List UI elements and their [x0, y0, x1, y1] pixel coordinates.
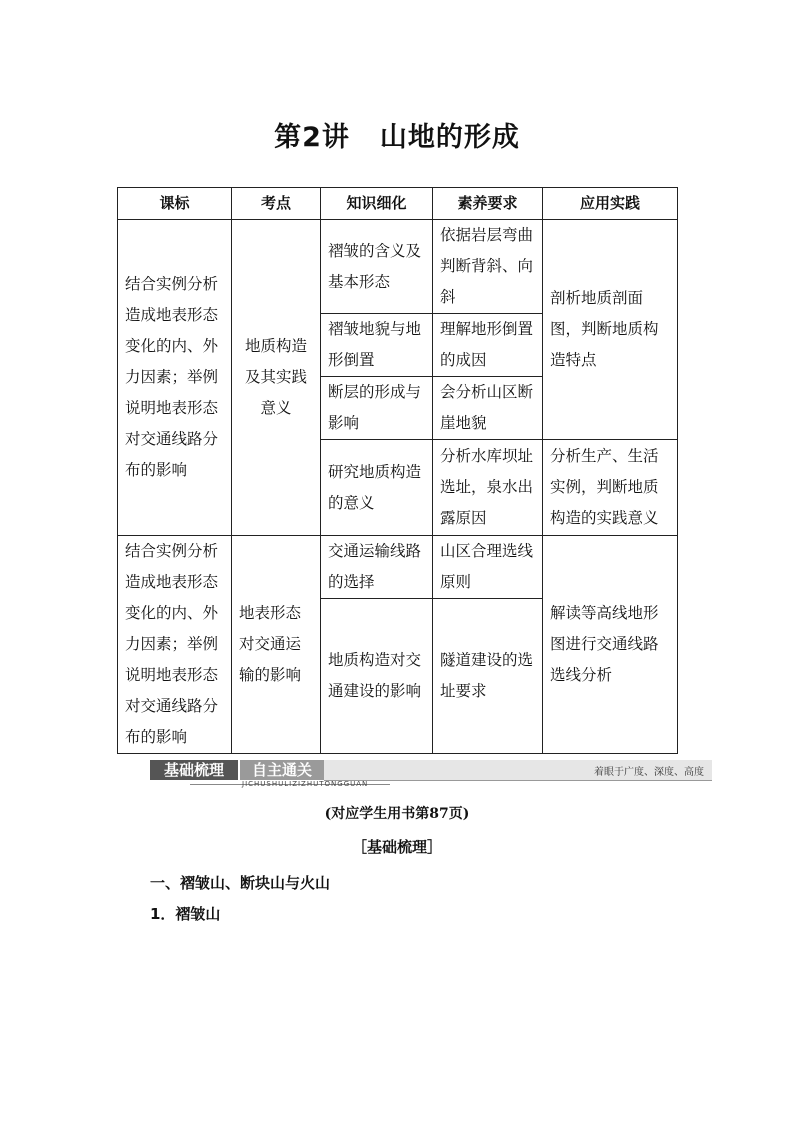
header-practice: 应用实践 — [543, 188, 678, 220]
page-title — [0, 115, 794, 154]
exam-point-cell: 地质构造及其实践意义 — [232, 220, 321, 536]
lesson-number: 第2讲 — [274, 122, 350, 153]
knowledge-cell: 褶皱地貌与地形倒置 — [321, 314, 433, 377]
header-knowledge: 知识细化 — [321, 188, 433, 220]
literacy-cell: 山区合理选线原则 — [433, 536, 543, 599]
banner-label-basic: 基础梳理 — [150, 760, 238, 780]
header-literacy: 素养要求 — [433, 188, 543, 220]
curriculum-table — [117, 187, 678, 754]
literacy-cell: 隧道建设的选址要求 — [433, 599, 543, 754]
curriculum-cell: 结合实例分析造成地表形态变化的内、外力因素；举例说明地表形态对交通线路分布的影响 — [118, 536, 232, 754]
book-reference: (对应学生用书第87页) — [324, 806, 470, 822]
literacy-cell: 依据岩层弯曲判断背斜、向斜 — [433, 220, 543, 314]
table-row — [118, 220, 678, 314]
knowledge-cell: 褶皱的含义及基本形态 — [321, 220, 433, 314]
section-banner — [150, 760, 712, 788]
table-header-row — [118, 188, 678, 220]
practice-cell: 解读等高线地形图进行交通线路选线分析 — [543, 536, 678, 754]
header-curriculum: 课标 — [118, 188, 232, 220]
knowledge-cell: 研究地质构造的意义 — [321, 440, 433, 536]
header-exam-point: 考点 — [232, 188, 321, 220]
banner-label-self: 自主通关 — [240, 760, 324, 780]
banner-pinyin: JICHUSHULIZIZHUTONGGUAN — [242, 780, 369, 788]
lesson-topic: 山地的形成 — [379, 122, 520, 153]
curriculum-cell: 结合实例分析造成地表形态变化的内、外力因素；举例说明地表形态对交通线路分布的影响 — [118, 220, 232, 536]
literacy-cell: 理解地形倒置的成因 — [433, 314, 543, 377]
practice-cell: 分析生产、生活实例，判断地质构造的实践意义 — [543, 440, 678, 536]
literacy-cell: 分析水库坝址选址，泉水出露原因 — [433, 440, 543, 536]
practice-cell: 剖析地质剖面图，判断地质构造特点 — [543, 220, 678, 440]
table-row — [118, 536, 678, 599]
banner-slogan: 着眼于广度、深度、高度 — [594, 767, 704, 778]
section-heading: 一、褶皱山、断块山与火山 — [150, 874, 331, 892]
subheading: ［基础梳理］ — [351, 838, 442, 856]
knowledge-cell: 地质构造对交通建设的影响 — [321, 599, 433, 754]
knowledge-cell: 断层的形成与影响 — [321, 377, 433, 440]
knowledge-cell: 交通运输线路的选择 — [321, 536, 433, 599]
literacy-cell: 会分析山区断崖地貌 — [433, 377, 543, 440]
subsection-heading: 1．褶皱山 — [150, 905, 221, 923]
exam-point-cell: 地表形态对交通运输的影响 — [232, 536, 321, 754]
